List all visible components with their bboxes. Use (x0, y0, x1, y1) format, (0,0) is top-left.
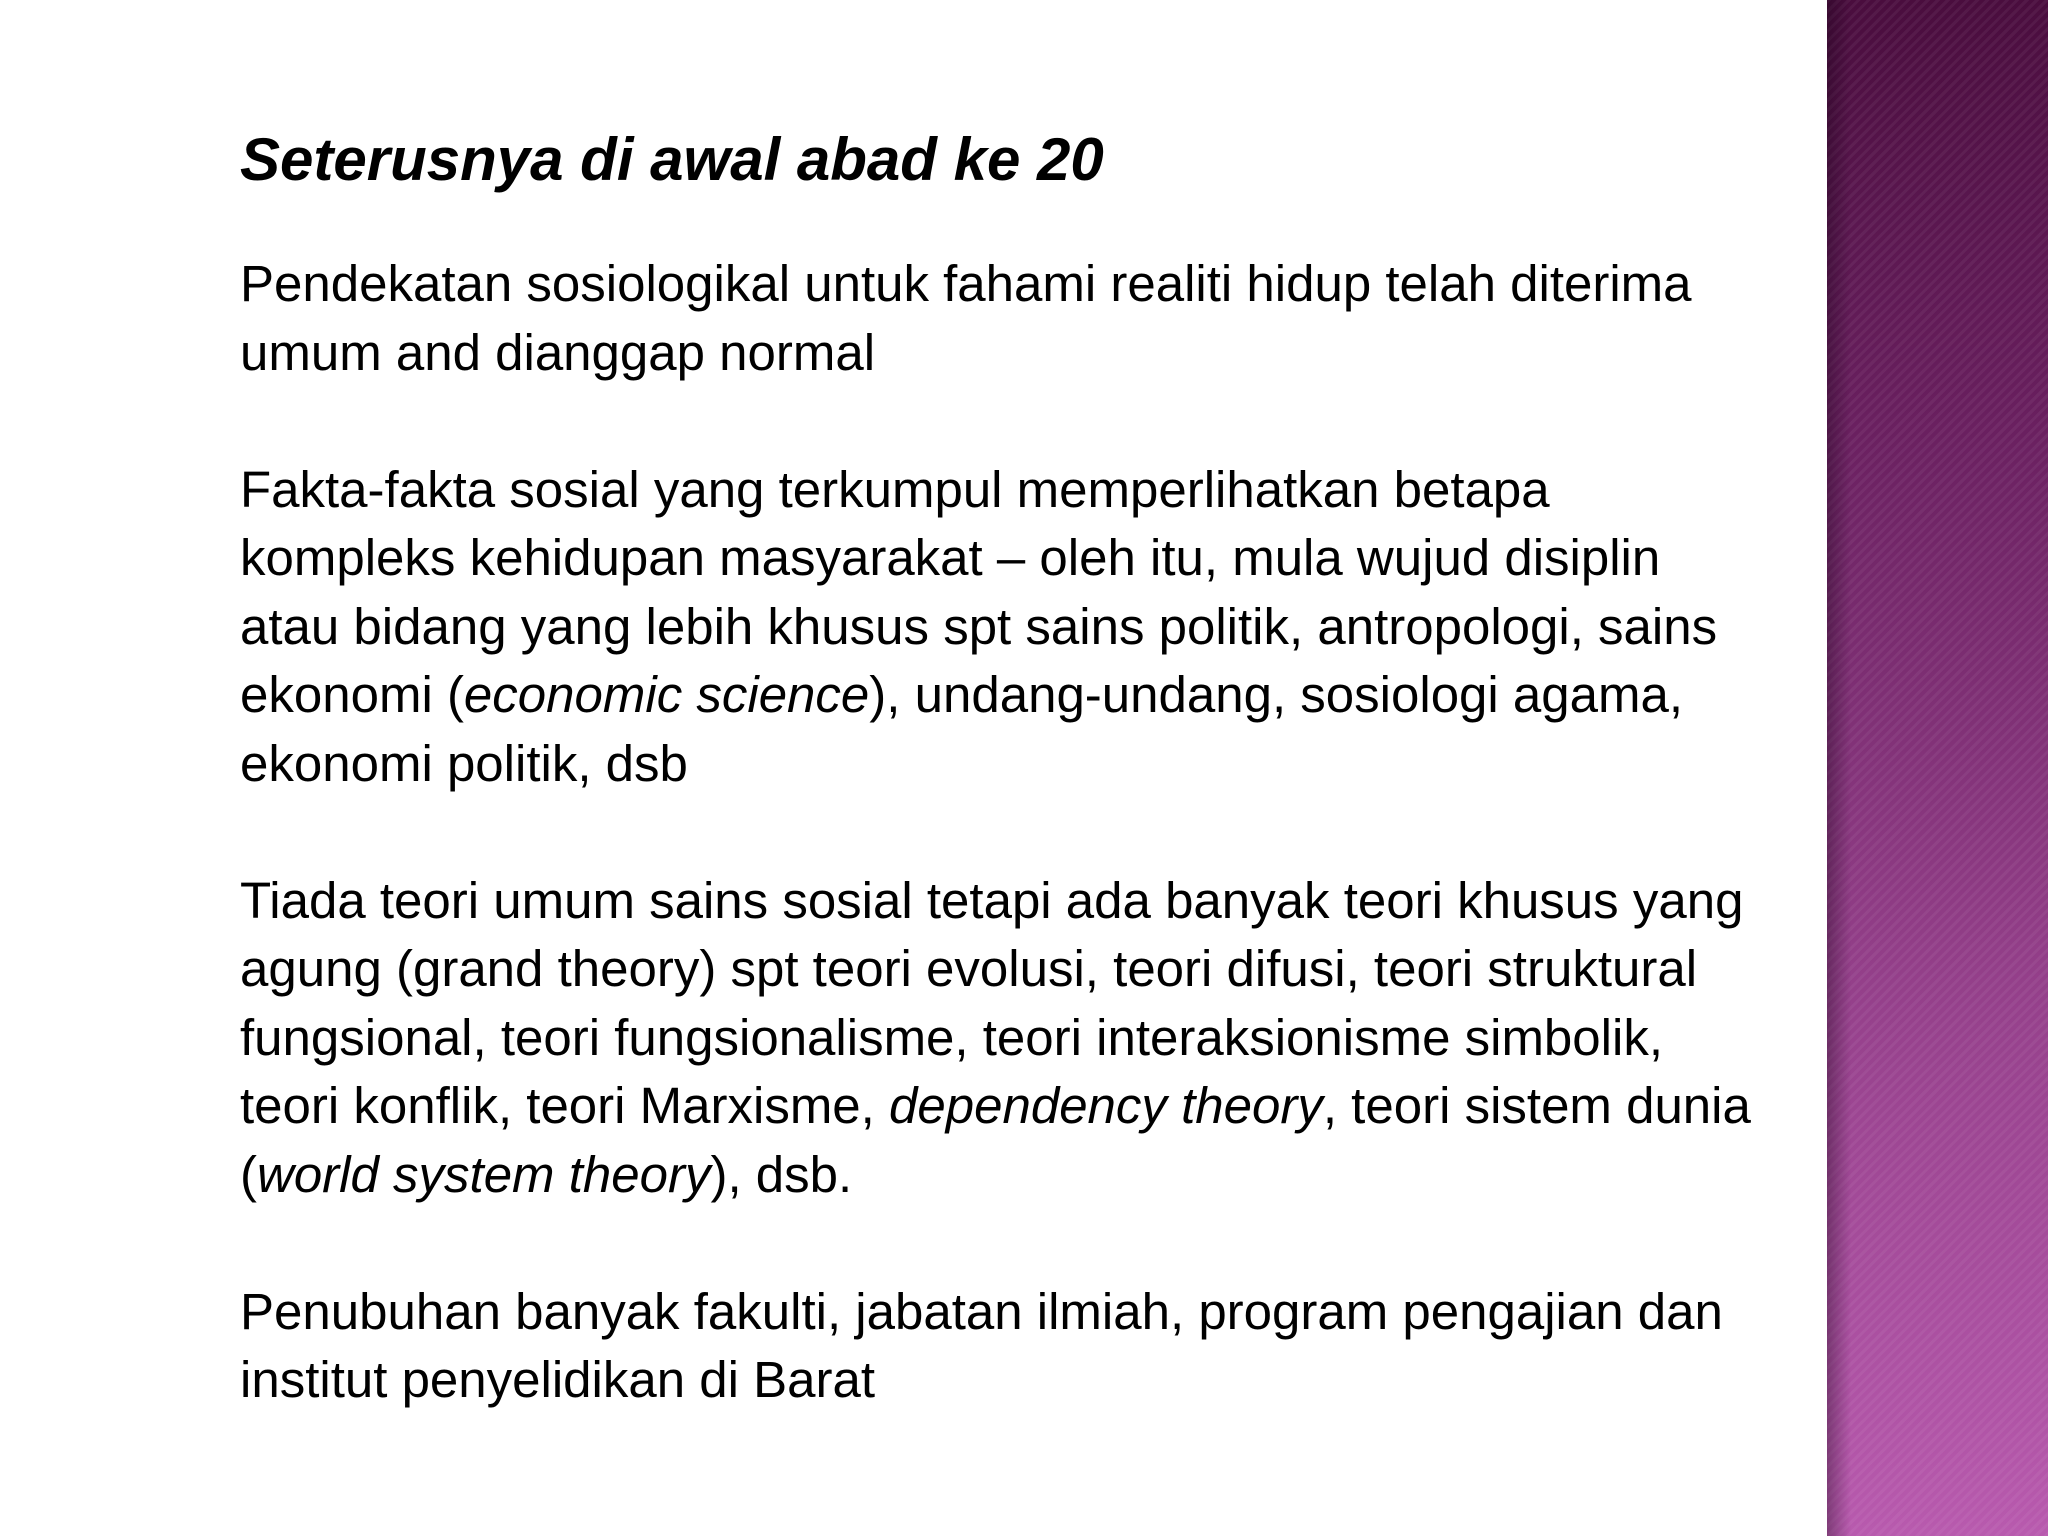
text-segment: ), undang-undang, sosiologi agama, (869, 666, 1684, 723)
text-line: agung (grand theory) spt teori evolusi, teori difusi, teori struktural (240, 940, 1698, 997)
text-line: institut penyelidikan di Barat (240, 1351, 876, 1408)
text-segment: ekonomi ( (240, 666, 464, 723)
paragraph-sociological-approach (240, 250, 1940, 387)
text-line-with-italic (240, 661, 1940, 730)
italic-term: economic science (463, 666, 870, 723)
text-line: Tiada teori umum sains sosial tetapi ada banyak teori khusus yang (240, 871, 1744, 929)
text-line-with-italic (240, 1141, 1940, 1210)
text-line: fungsional, teori fungsionalisme, teori interaksionisme simbolik, (240, 1008, 1663, 1066)
slide-content (240, 118, 1940, 1415)
paragraph-institutions (240, 1278, 1940, 1415)
slide-title: Seterusnya di awal abad ke 20 (240, 126, 1104, 193)
text-line: umum and dianggap normal (240, 323, 876, 381)
italic-term: world system theory (256, 1145, 711, 1203)
text-line: Penubuhan banyak fakulti, jabatan ilmiah, program pengajian dan (240, 1282, 1723, 1340)
italic-term: dependency theory (889, 1077, 1323, 1134)
paragraph-theories (240, 867, 1940, 1210)
text-segment: ( (240, 1145, 257, 1203)
text-line: Fakta-fakta sosial yang terkumpul memperlihatkan betapa (240, 460, 1550, 518)
text-line: ekonomi politik, dsb (240, 734, 688, 792)
text-line: Pendekatan sosiologikal untuk fahami realiti hidup telah diterima (240, 255, 1692, 312)
text-line: atau bidang yang lebih khusus spt sains politik, antropologi, sains (240, 597, 1718, 655)
text-line: kompleks kehidupan masyarakat – oleh itu, mula wujud disiplin (240, 529, 1661, 586)
text-line-with-italic (240, 1072, 1940, 1141)
paragraph-social-facts (240, 456, 1940, 799)
text-segment: , teori sistem dunia (1322, 1077, 1751, 1134)
text-segment: teori konflik, teori Marxisme, (240, 1077, 890, 1134)
text-segment: ), dsb. (710, 1145, 853, 1203)
